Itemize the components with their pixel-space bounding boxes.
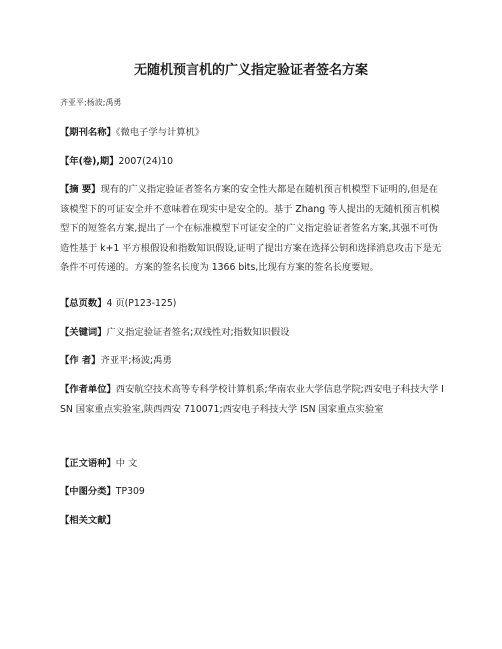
abstract-text: 现有的广义指定验证者签名方案的安全性大都是在随机预言机模型下证明的,但是在该模型下的可证安全并不意味着在现实中是安全的。基于 Zhang 等人提出的无随机预言机模型下的短签名方案,提出了一个在标准模型下可证安全的广义指定验证者签名方案,其强不可伪造性基于 k+1 平方根假设和指数知识假设,证明了提出方案在选择公钥和选择消息攻击下是无条件不可传递的。方案的签名长度为 1366 bits,比现有方案的签名长度要短。 [60,184,442,274]
journal-value: 《微电子学与计算机》 [115,127,205,138]
language-value: 中 文 [115,458,138,469]
pages-label: 【总页数】 [60,298,107,309]
keywords-field [60,323,446,343]
classification-label: 【中图分类】 [60,486,116,497]
journal-label: 【期刊名称】 [60,127,116,138]
keywords-label: 【关键词】 [60,327,107,338]
author-label: 【作 者】 [60,355,101,366]
affiliation-label: 【作者单位】 [60,384,116,395]
classification-field [60,482,446,502]
year-issue-label: 【年(卷),期】 [60,156,119,167]
classification-value: TP309 [115,486,145,497]
language-label: 【正文语种】 [60,458,116,469]
document-title: 无随机预言机的广义指定验证者签名方案 [133,63,368,78]
authors-line: 齐亚平;杨波;禹勇 [60,98,122,107]
year-issue-value: 2007(24)10 [118,156,174,167]
author-field [60,351,446,371]
references-label: 【相关文献】 [60,515,116,526]
references-field [60,511,446,531]
journal-field [60,123,446,143]
language-field [60,454,446,474]
year-issue-field [60,152,446,172]
affiliation-value: 西安航空技术高等专科学校计算机系;华南农业大学信息学院;西安电子科技大学 ISN 国家重点实验室,陕西西安 710071;西安电子科技大学 ISN 国家重点实验室 [60,384,444,415]
pages-field [60,294,446,314]
author-value: 齐亚平;杨波;禹勇 [100,355,172,366]
keywords-value: 广义指定验证者签名;双线性对;指数知识假设 [106,327,290,338]
affiliation-field [60,380,446,419]
abstract-label: 【摘 要】 [60,184,101,195]
pages-value: 4 页(P123-125) [106,298,177,309]
abstract-field [60,180,446,278]
